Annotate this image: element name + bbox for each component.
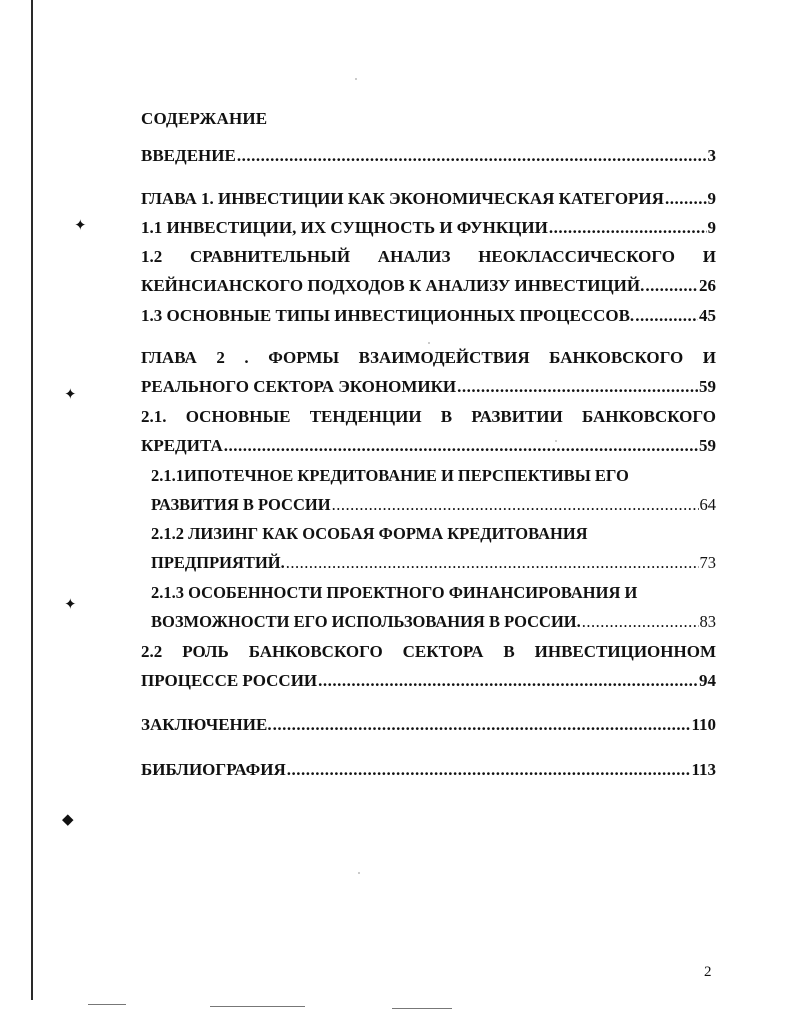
toc-entry-title-line1: 2.1.2 ЛИЗИНГ КАК ОСОБАЯ ФОРМА КРЕДИТОВАНИЯ xyxy=(151,524,588,543)
toc-entry-chapter-2 xyxy=(141,347,716,405)
toc-entry-title: 1.1 ИНВЕСТИЦИИ, ИХ СУЩНОСТЬ И ФУНКЦИИ xyxy=(141,218,548,237)
dot-leader xyxy=(286,552,699,574)
toc-entry-1-1 xyxy=(141,217,716,246)
toc-entry-title-line1: 2.2 РОЛЬ БАНКОВСКОГО СЕКТОРА В ИНВЕСТИЦИОННОМ xyxy=(141,642,716,661)
toc-entry-title-line2: ПРЕДПРИЯТИЙ. xyxy=(151,553,285,572)
toc-entry-title-line2: КЕЙНСИАНСКОГО ПОДХОДОВ К АНАЛИЗУ ИНВЕСТИЦИЙ. xyxy=(141,276,645,295)
toc-entry-page: 73 xyxy=(699,553,716,572)
toc-entry-title: БИБЛИОГРАФИЯ xyxy=(141,760,286,779)
toc-entry-title-line1: 2.1.1ИПОТЕЧНОЕ КРЕДИТОВАНИЕ И ПЕРСПЕКТИВЫ ЕГО xyxy=(151,466,629,485)
dot-leader xyxy=(237,145,707,167)
binder-hole-mark-icon: ◆ xyxy=(62,810,74,828)
toc-entry-1-3 xyxy=(141,305,716,334)
dot-leader xyxy=(287,759,691,781)
toc-entry-page: 59 xyxy=(699,436,716,455)
binder-hole-mark-icon: ✦ xyxy=(74,216,87,234)
scan-edge-mark xyxy=(88,1004,126,1005)
toc-entry-title-line2: ПРОЦЕССЕ РОССИИ xyxy=(141,671,318,690)
dot-leader xyxy=(318,670,698,692)
dot-leader xyxy=(582,611,699,633)
scan-edge-mark xyxy=(392,1008,452,1009)
scan-speck xyxy=(355,78,357,80)
dot-leader xyxy=(332,494,699,516)
toc-entry-title: ЗАКЛЮЧЕНИЕ. xyxy=(141,715,272,734)
scan-edge-line xyxy=(31,0,33,1000)
dot-leader xyxy=(549,217,707,239)
toc-entry-page: 113 xyxy=(691,760,716,779)
toc-entry-title-line1: ГЛАВА 2 . ФОРМЫ ВЗАИМОДЕЙСТВИЯ БАНКОВСКОГО И xyxy=(141,348,716,367)
toc-entry-title-line2: КРЕДИТА xyxy=(141,436,223,455)
scan-edge-mark xyxy=(210,1006,305,1007)
toc-entry-1-2 xyxy=(141,246,716,304)
toc-entry-page: 59 xyxy=(699,377,716,396)
dot-leader xyxy=(457,376,698,398)
toc-entry-conclusion xyxy=(141,714,716,743)
toc-entry-title: ГЛАВА 1. ИНВЕСТИЦИИ КАК ЭКОНОМИЧЕСКАЯ КАТЕГОРИЯ xyxy=(141,189,664,208)
binder-hole-mark-icon: ✦ xyxy=(64,385,77,403)
dot-leader xyxy=(645,275,698,297)
dot-leader xyxy=(665,188,707,210)
binder-hole-mark-icon: ✦ xyxy=(64,595,77,613)
toc-entry-title: ВВЕДЕНИЕ xyxy=(141,146,236,165)
dot-leader xyxy=(224,435,698,457)
toc-entry-title-line2: РАЗВИТИЯ В РОССИИ xyxy=(151,495,331,514)
toc-entry-bibliography xyxy=(141,759,716,788)
toc-entry-title-line2: ВОЗМОЖНОСТИ ЕГО ИСПОЛЬЗОВАНИЯ В РОССИИ. xyxy=(151,612,581,631)
scan-speck xyxy=(428,342,430,344)
toc-entry-2-1 xyxy=(141,406,716,464)
toc-entry-page: 110 xyxy=(691,715,716,734)
toc-entry-chapter-1 xyxy=(141,188,716,217)
toc-entry-page: 94 xyxy=(699,671,716,690)
toc-entry-page: 9 xyxy=(707,189,716,208)
toc-entry-2-1-1 xyxy=(151,465,716,523)
scan-speck xyxy=(358,872,360,874)
toc-entry-title-line1: 2.1.3 ОСОБЕННОСТИ ПРОЕКТНОГО ФИНАНСИРОВАНИЯ И xyxy=(151,583,638,602)
toc-entry-2-1-3 xyxy=(151,582,716,640)
toc-entry-page: 45 xyxy=(699,306,716,325)
toc-entry-introduction xyxy=(141,145,716,174)
toc-entry-page: 26 xyxy=(699,276,716,295)
toc-heading: СОДЕРЖАНИЕ xyxy=(141,109,268,128)
dot-leader xyxy=(273,714,691,736)
toc-entry-2-2 xyxy=(141,641,716,699)
toc-entry-page: 83 xyxy=(699,612,716,631)
toc-entry-page: 64 xyxy=(699,495,716,514)
page-number: 2 xyxy=(704,964,712,980)
toc-entry-title-line2: РЕАЛЬНОГО СЕКТОРА ЭКОНОМИКИ xyxy=(141,377,457,396)
toc-entry-title-line1: 2.1. ОСНОВНЫЕ ТЕНДЕНЦИИ В РАЗВИТИИ БАНКОВСКОГО xyxy=(141,407,716,426)
toc-entry-page: 9 xyxy=(707,218,716,237)
toc-entry-2-1-2 xyxy=(151,523,716,581)
toc-entry-title: 1.3 ОСНОВНЫЕ ТИПЫ ИНВЕСТИЦИОННЫХ ПРОЦЕССОВ. xyxy=(141,306,635,325)
dot-leader xyxy=(635,305,698,327)
toc-entry-page: 3 xyxy=(707,146,716,165)
toc-entry-title-line1: 1.2 СРАВНИТЕЛЬНЫЙ АНАЛИЗ НЕОКЛАССИЧЕСКОГО И xyxy=(141,247,716,266)
